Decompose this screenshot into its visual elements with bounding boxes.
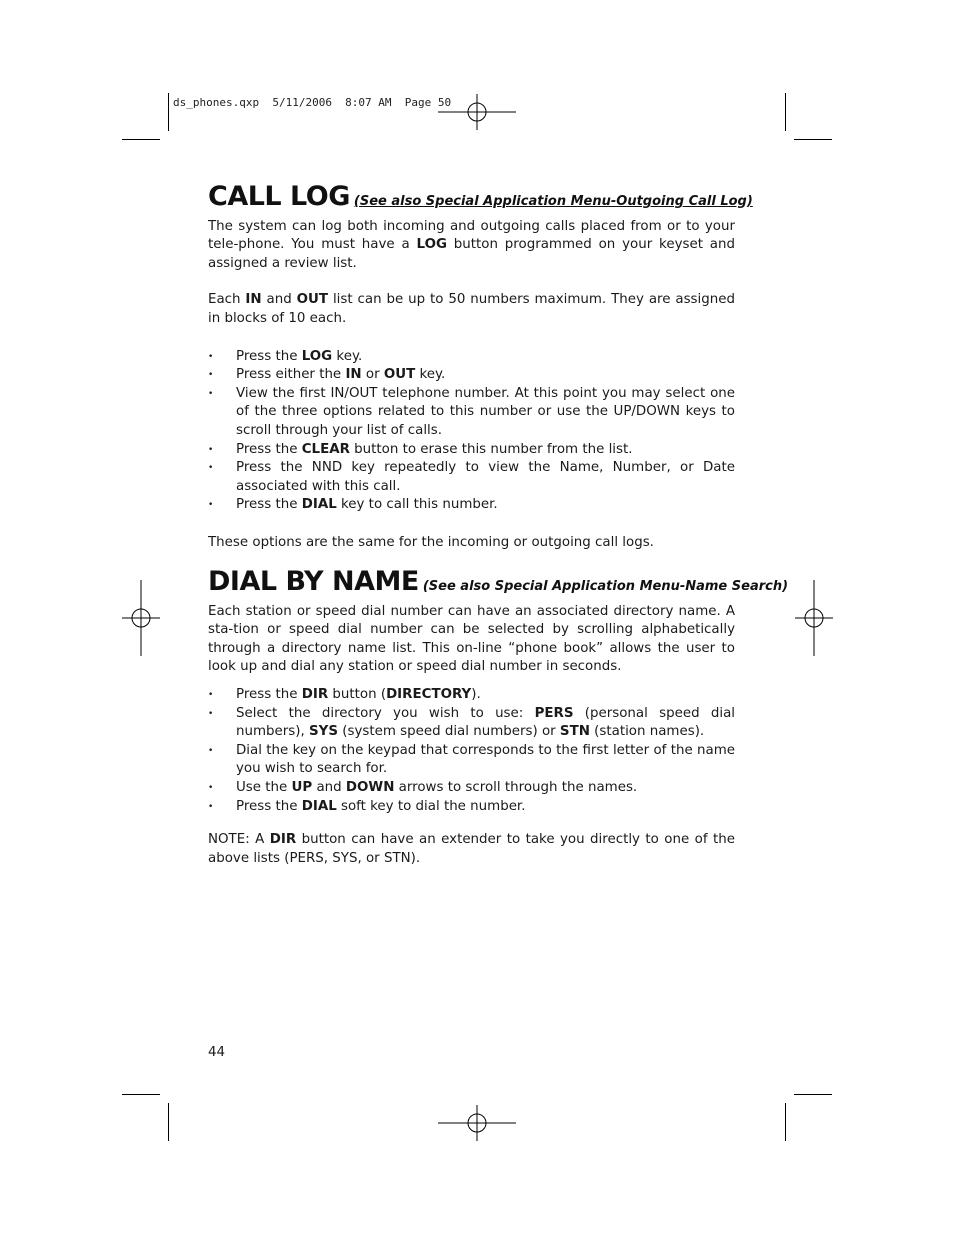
crop-mark	[122, 139, 160, 140]
dial-by-name-title-row	[208, 566, 789, 597]
registration-mark-left	[122, 580, 160, 656]
dial-by-name-intro: Each station or speed dial number can have an associated directory name. A sta-tion or speed dial number can be selected by scrolling alphabetically through a directory name list. This on-line “phone book” allows the user to look up and dial any station or speed dial number in seconds.	[208, 603, 735, 675]
list-item: • Press the NND key repeatedly to view the Name, Number, or Date associated with this call.	[208, 460, 735, 494]
call-log-see-also-link[interactable]: (See also Special Application Menu-Outgoing Call Log)	[353, 194, 753, 209]
dial-by-name-note: NOTE: A DIR button can have an extender to take you directly to one of the above lists (PERS, SYS, or STN).	[208, 832, 735, 866]
call-log-steps	[208, 348, 735, 515]
crop-mark	[168, 1103, 169, 1141]
call-log-capacity: Each IN and OUT list can be up to 50 numbers maximum. They are assigned in blocks of 10 each.	[208, 292, 735, 326]
crop-mark	[785, 1103, 786, 1141]
call-log-heading: CALL LOG	[208, 181, 350, 212]
dial-by-name-section	[208, 566, 789, 868]
dial-by-name-see-also-link[interactable]: (See also Special Application Menu-Name Search)	[422, 579, 789, 594]
crop-mark	[794, 1094, 832, 1095]
list-item: • Press the DIR button (DIRECTORY).	[208, 686, 481, 702]
registration-mark-top	[438, 94, 516, 130]
list-item: • Press the DIAL key to call this number.	[208, 497, 498, 513]
dial-by-name-heading: DIAL BY NAME	[208, 566, 419, 597]
crop-mark	[794, 139, 832, 140]
crop-mark	[785, 93, 786, 131]
printer-slug: ds_phones.qxp 5/11/2006 8:07 AM Page 50	[173, 96, 452, 109]
list-item: • Press the DIAL soft key to dial the number.	[208, 798, 526, 814]
call-log-section	[208, 181, 753, 553]
list-item: • Press the CLEAR button to erase this number from the list.	[208, 441, 633, 457]
registration-mark-bottom	[438, 1105, 516, 1141]
list-item: • Press the LOG key.	[208, 348, 363, 364]
call-log-title-row	[208, 181, 753, 212]
crop-mark	[168, 93, 169, 131]
crop-mark	[122, 1094, 160, 1095]
dial-by-name-steps	[208, 686, 735, 816]
registration-mark-right	[795, 580, 833, 656]
list-item: • Press either the IN or OUT key.	[208, 367, 446, 383]
list-item: • Use the UP and DOWN arrows to scroll through the names.	[208, 779, 638, 795]
list-item: • View the first IN/OUT telephone number. At this point you may select one of the three options related to this number or use the UP/DOWN keys to scroll through your list of calls.	[208, 385, 735, 438]
call-log-closing: These options are the same for the incoming or outgoing call logs.	[208, 534, 654, 550]
page-number: 44	[208, 1045, 226, 1060]
list-item: • Dial the key on the keypad that corresponds to the first letter of the name you wish to search for.	[208, 742, 735, 777]
call-log-intro: The system can log both incoming and outgoing calls placed from or to your tele-phone. You must have a LOG button programmed on your keyset and assigned a review list.	[208, 218, 735, 271]
list-item: • Select the directory you wish to use: PERS (personal speed dial numbers), SYS (system speed dial numbers) or STN (station names).	[208, 705, 735, 740]
